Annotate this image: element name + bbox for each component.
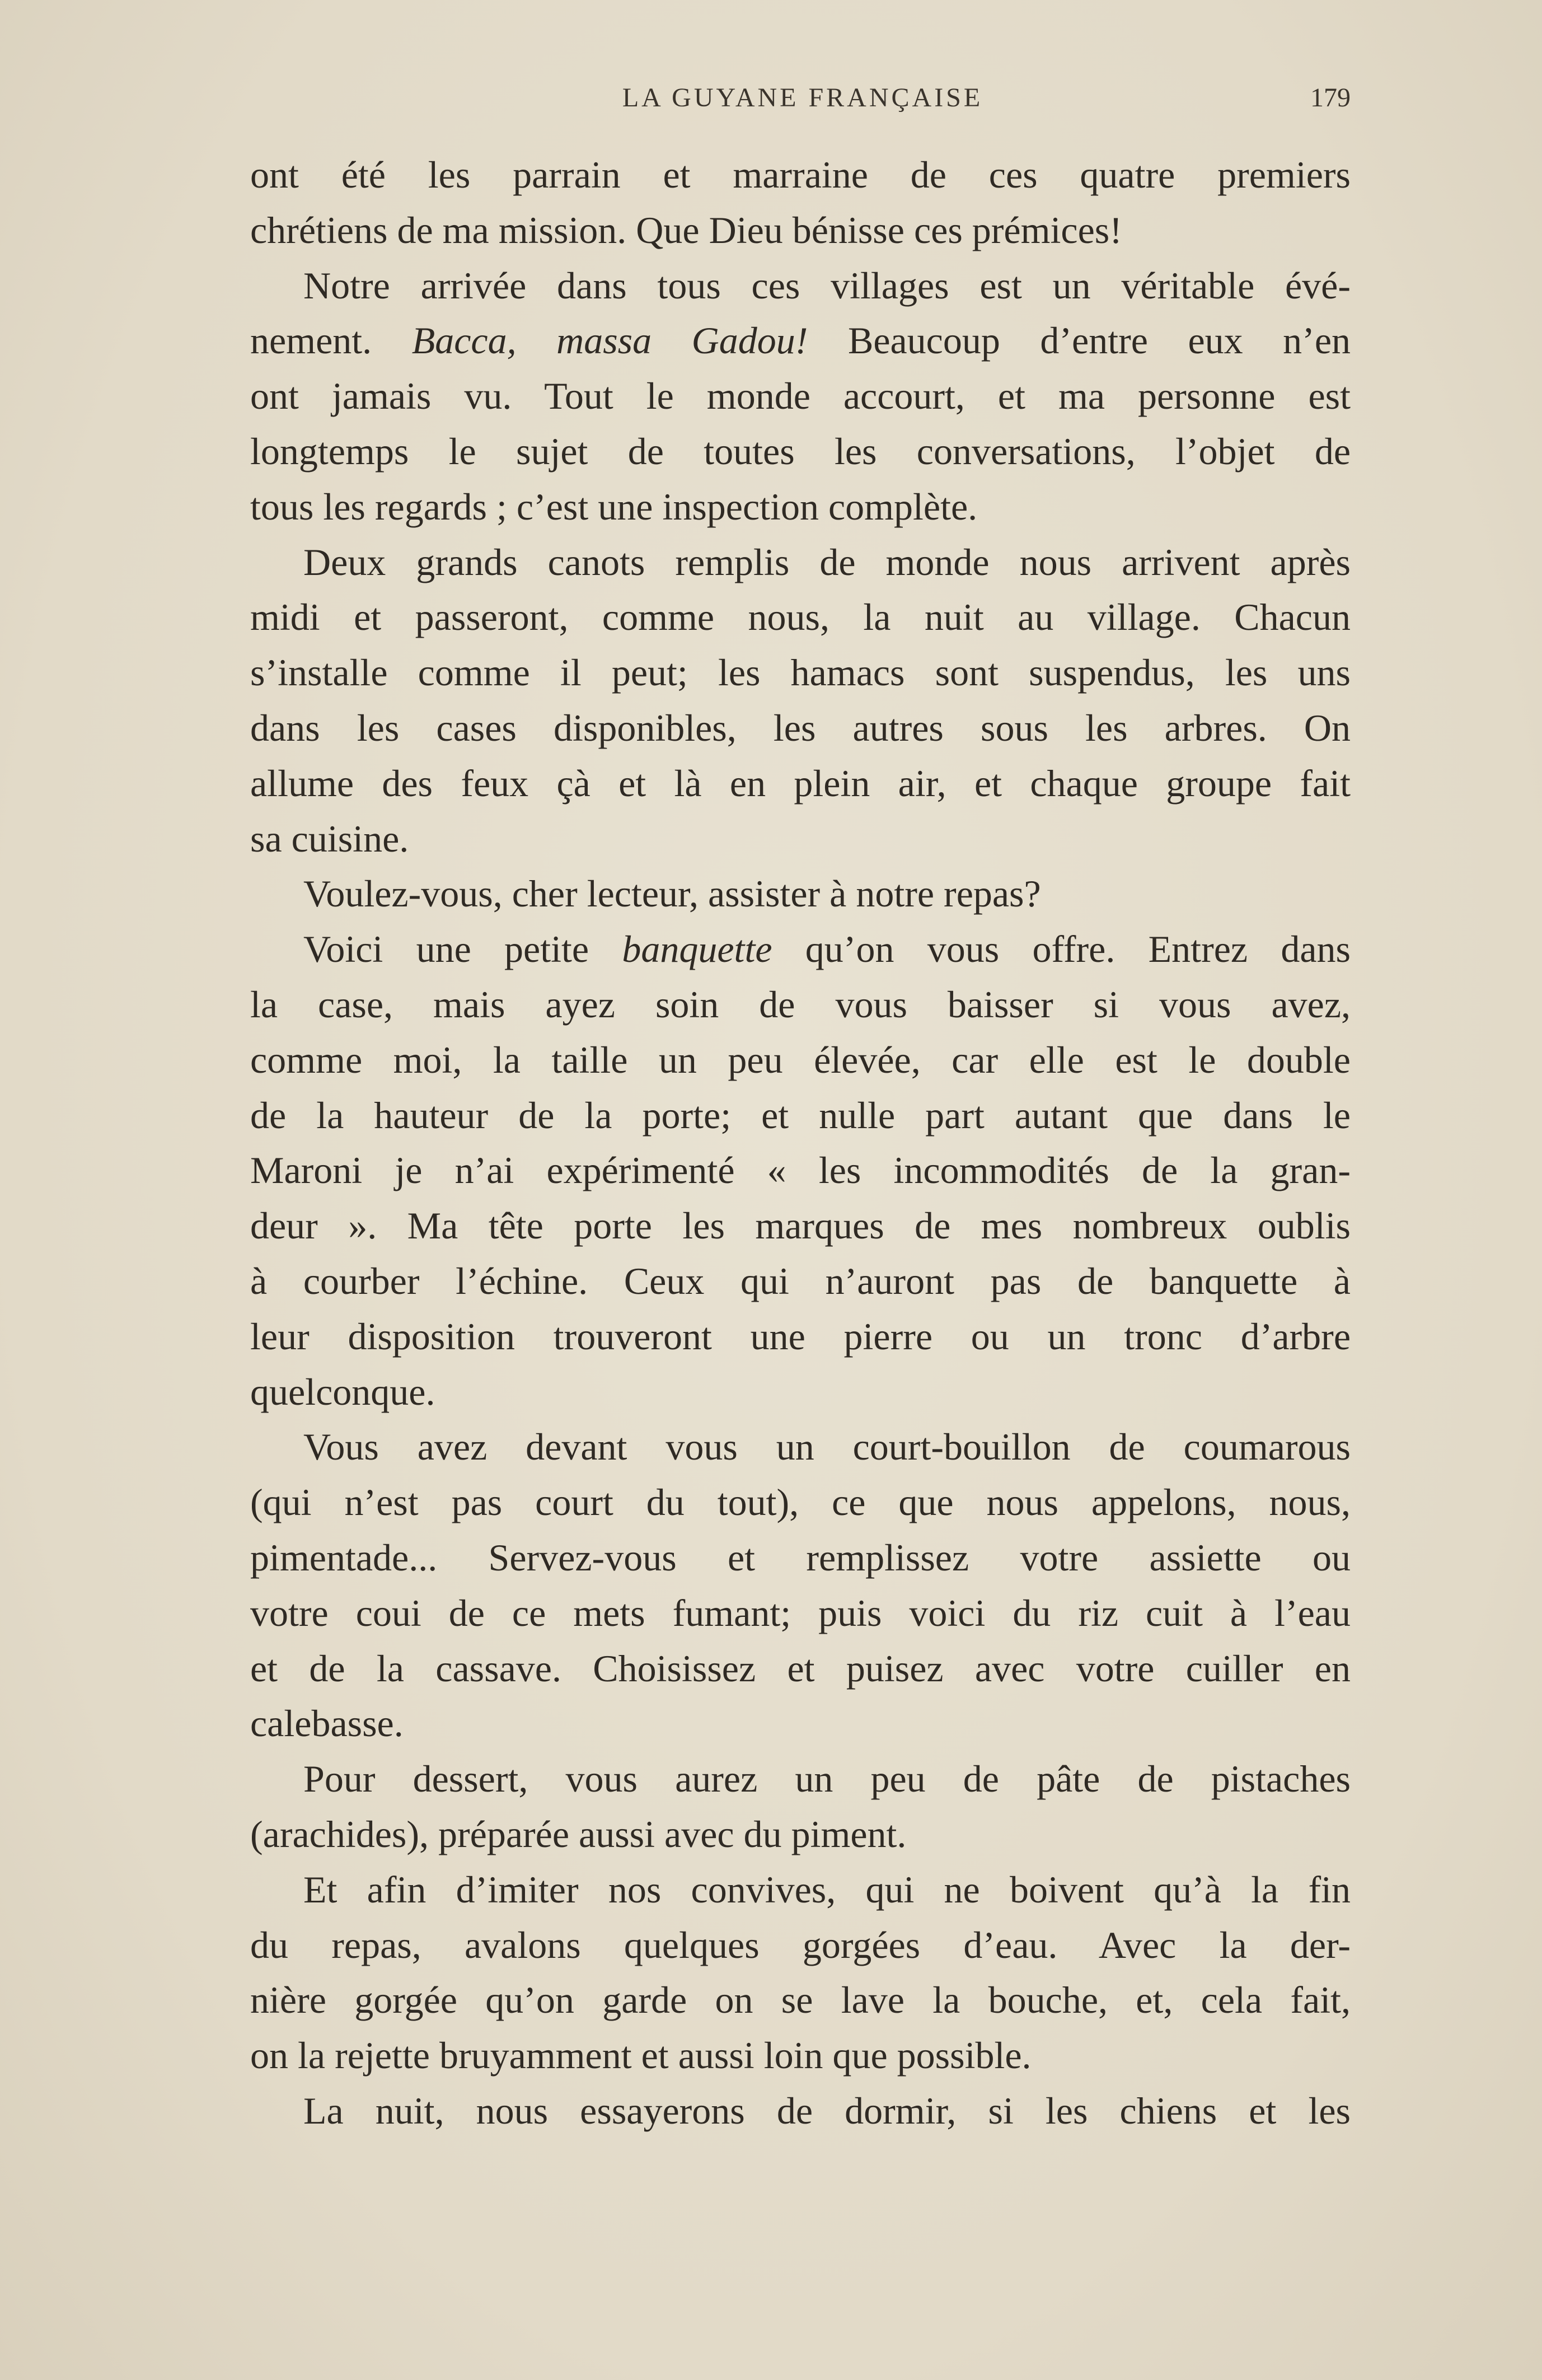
- text-segment: et de la cassave. Choisissez et puisez avec votre cuiller en: [250, 1647, 1351, 1690]
- text-line: [250, 1419, 1351, 1475]
- text-segment: calebasse.: [250, 1702, 404, 1745]
- text-segment: Pour dessert, vous aurez un peu de pâte de pistaches: [303, 1757, 1351, 1801]
- text-segment: Vous avez devant vous un court-bouillon de coumarous: [303, 1425, 1351, 1469]
- text-segment: Voulez-vous, cher lecteur, assister à notre repas?: [303, 872, 1041, 915]
- text-line: [250, 1918, 1351, 1973]
- text-segment: de la hauteur de la porte; et nulle part autant que dans le: [250, 1093, 1351, 1137]
- body-text: [250, 147, 1351, 2139]
- text-line: [250, 1586, 1351, 1641]
- text-segment: chrétiens de ma mission. Que Dieu bénisse ces prémices!: [250, 208, 1122, 251]
- running-head: [0, 81, 1542, 115]
- text-line: [250, 203, 1351, 258]
- text-line: [250, 1143, 1351, 1198]
- text-segment: Maroni je n’ai expérimenté « les incommodités de la gran-: [250, 1149, 1351, 1192]
- text-line: [250, 1088, 1351, 1143]
- italic-text: banquette: [622, 928, 772, 971]
- text-segment: deur ». Ma tête porte les marques de mes nombreux oublis: [250, 1204, 1351, 1247]
- text-segment: quelconque.: [250, 1370, 435, 1413]
- text-segment: sa cuisine.: [250, 817, 409, 860]
- text-segment: La nuit, nous essayerons de dormir, si les chiens et les: [303, 2089, 1351, 2132]
- text-line: [250, 700, 1351, 756]
- text-segment: nière gorgée qu’on garde on se lave la bouche, et, cela fait,: [250, 1979, 1351, 2022]
- text-line: [250, 756, 1351, 811]
- text-line: [250, 479, 1351, 535]
- text-segment: votre coui de ce mets fumant; puis voici du riz cuit à l’eau: [250, 1591, 1351, 1634]
- text-line: [250, 1751, 1351, 1807]
- text-segment: tous les regards ; c’est une inspection complète.: [250, 485, 978, 528]
- text-line: [250, 147, 1351, 203]
- text-segment: allume des feux çà et là en plein air, et chaque groupe fait: [250, 761, 1351, 805]
- text-line: [250, 1364, 1351, 1420]
- text-line: [250, 1475, 1351, 1530]
- text-line: [250, 1309, 1351, 1364]
- text-line: [250, 2083, 1351, 2139]
- text-line: [250, 1198, 1351, 1254]
- text-segment: la case, mais ayez soin de vous baisser si vous avez,: [250, 983, 1351, 1026]
- text-segment: ont jamais vu. Tout le monde accourt, et ma personne est: [250, 375, 1351, 418]
- text-segment: nement.: [250, 319, 412, 362]
- text-line: [250, 977, 1351, 1032]
- text-segment: Deux grands canots remplis de monde nous arrivent après: [303, 540, 1351, 583]
- text-segment: Voici une petite: [303, 928, 622, 971]
- text-line: [250, 258, 1351, 314]
- text-line: [250, 1032, 1351, 1088]
- page-number: 179: [1310, 83, 1351, 113]
- text-segment: ont été les parrain et marraine de ces quatre premiers: [250, 153, 1351, 196]
- italic-text: Bacca, massa Gadou!: [411, 319, 808, 362]
- text-segment: du repas, avalons quelques gorgées d’eau. Avec la der-: [250, 1923, 1351, 1966]
- text-line: [250, 1862, 1351, 1918]
- text-segment: Notre arrivée dans tous ces villages est un véritable évé-: [303, 264, 1351, 307]
- text-line: [250, 1696, 1351, 1751]
- text-line: [250, 313, 1351, 368]
- text-segment: à courber l’échine. Ceux qui n’auront pas de banquette à: [250, 1259, 1351, 1302]
- text-line: [250, 922, 1351, 977]
- text-line: [250, 1530, 1351, 1586]
- text-segment: Et afin d’imiter nos convives, qui ne boivent qu’à la fin: [303, 1868, 1351, 1911]
- text-segment: on la rejette bruyamment et aussi loin que possible.: [250, 2034, 1032, 2077]
- running-head-title: LA GUYANE FRANÇAISE: [622, 83, 983, 113]
- text-line: [250, 866, 1351, 922]
- text-segment: s’installe comme il peut; les hamacs sont suspendus, les uns: [250, 651, 1351, 694]
- text-segment: leur disposition trouveront une pierre ou un tronc d’arbre: [250, 1315, 1351, 1358]
- text-segment: (arachides), préparée aussi avec du piment.: [250, 1812, 907, 1855]
- text-line: [250, 1807, 1351, 1862]
- text-segment: dans les cases disponibles, les autres sous les arbres. On: [250, 706, 1351, 749]
- text-line: [250, 811, 1351, 867]
- text-line: [250, 1254, 1351, 1309]
- text-segment: midi et passeront, comme nous, la nuit au village. Chacun: [250, 596, 1351, 639]
- text-segment: (qui n’est pas court du tout), ce que nous appelons, nous,: [250, 1481, 1351, 1524]
- text-line: [250, 424, 1351, 479]
- text-line: [250, 1972, 1351, 2028]
- text-line: [250, 645, 1351, 700]
- text-line: [250, 368, 1351, 424]
- text-segment: longtemps le sujet de toutes les conversations, l’objet de: [250, 429, 1351, 473]
- text-line: [250, 535, 1351, 590]
- text-segment: qu’on vous offre. Entrez dans: [772, 928, 1351, 971]
- text-segment: pimentade... Servez-vous et remplissez votre assiette ou: [250, 1536, 1351, 1579]
- text-line: [250, 590, 1351, 645]
- text-segment: comme moi, la taille un peu élevée, car elle est le double: [250, 1038, 1351, 1081]
- text-line: [250, 2028, 1351, 2083]
- text-segment: Beaucoup d’entre eux n’en: [808, 319, 1351, 362]
- text-line: [250, 1641, 1351, 1696]
